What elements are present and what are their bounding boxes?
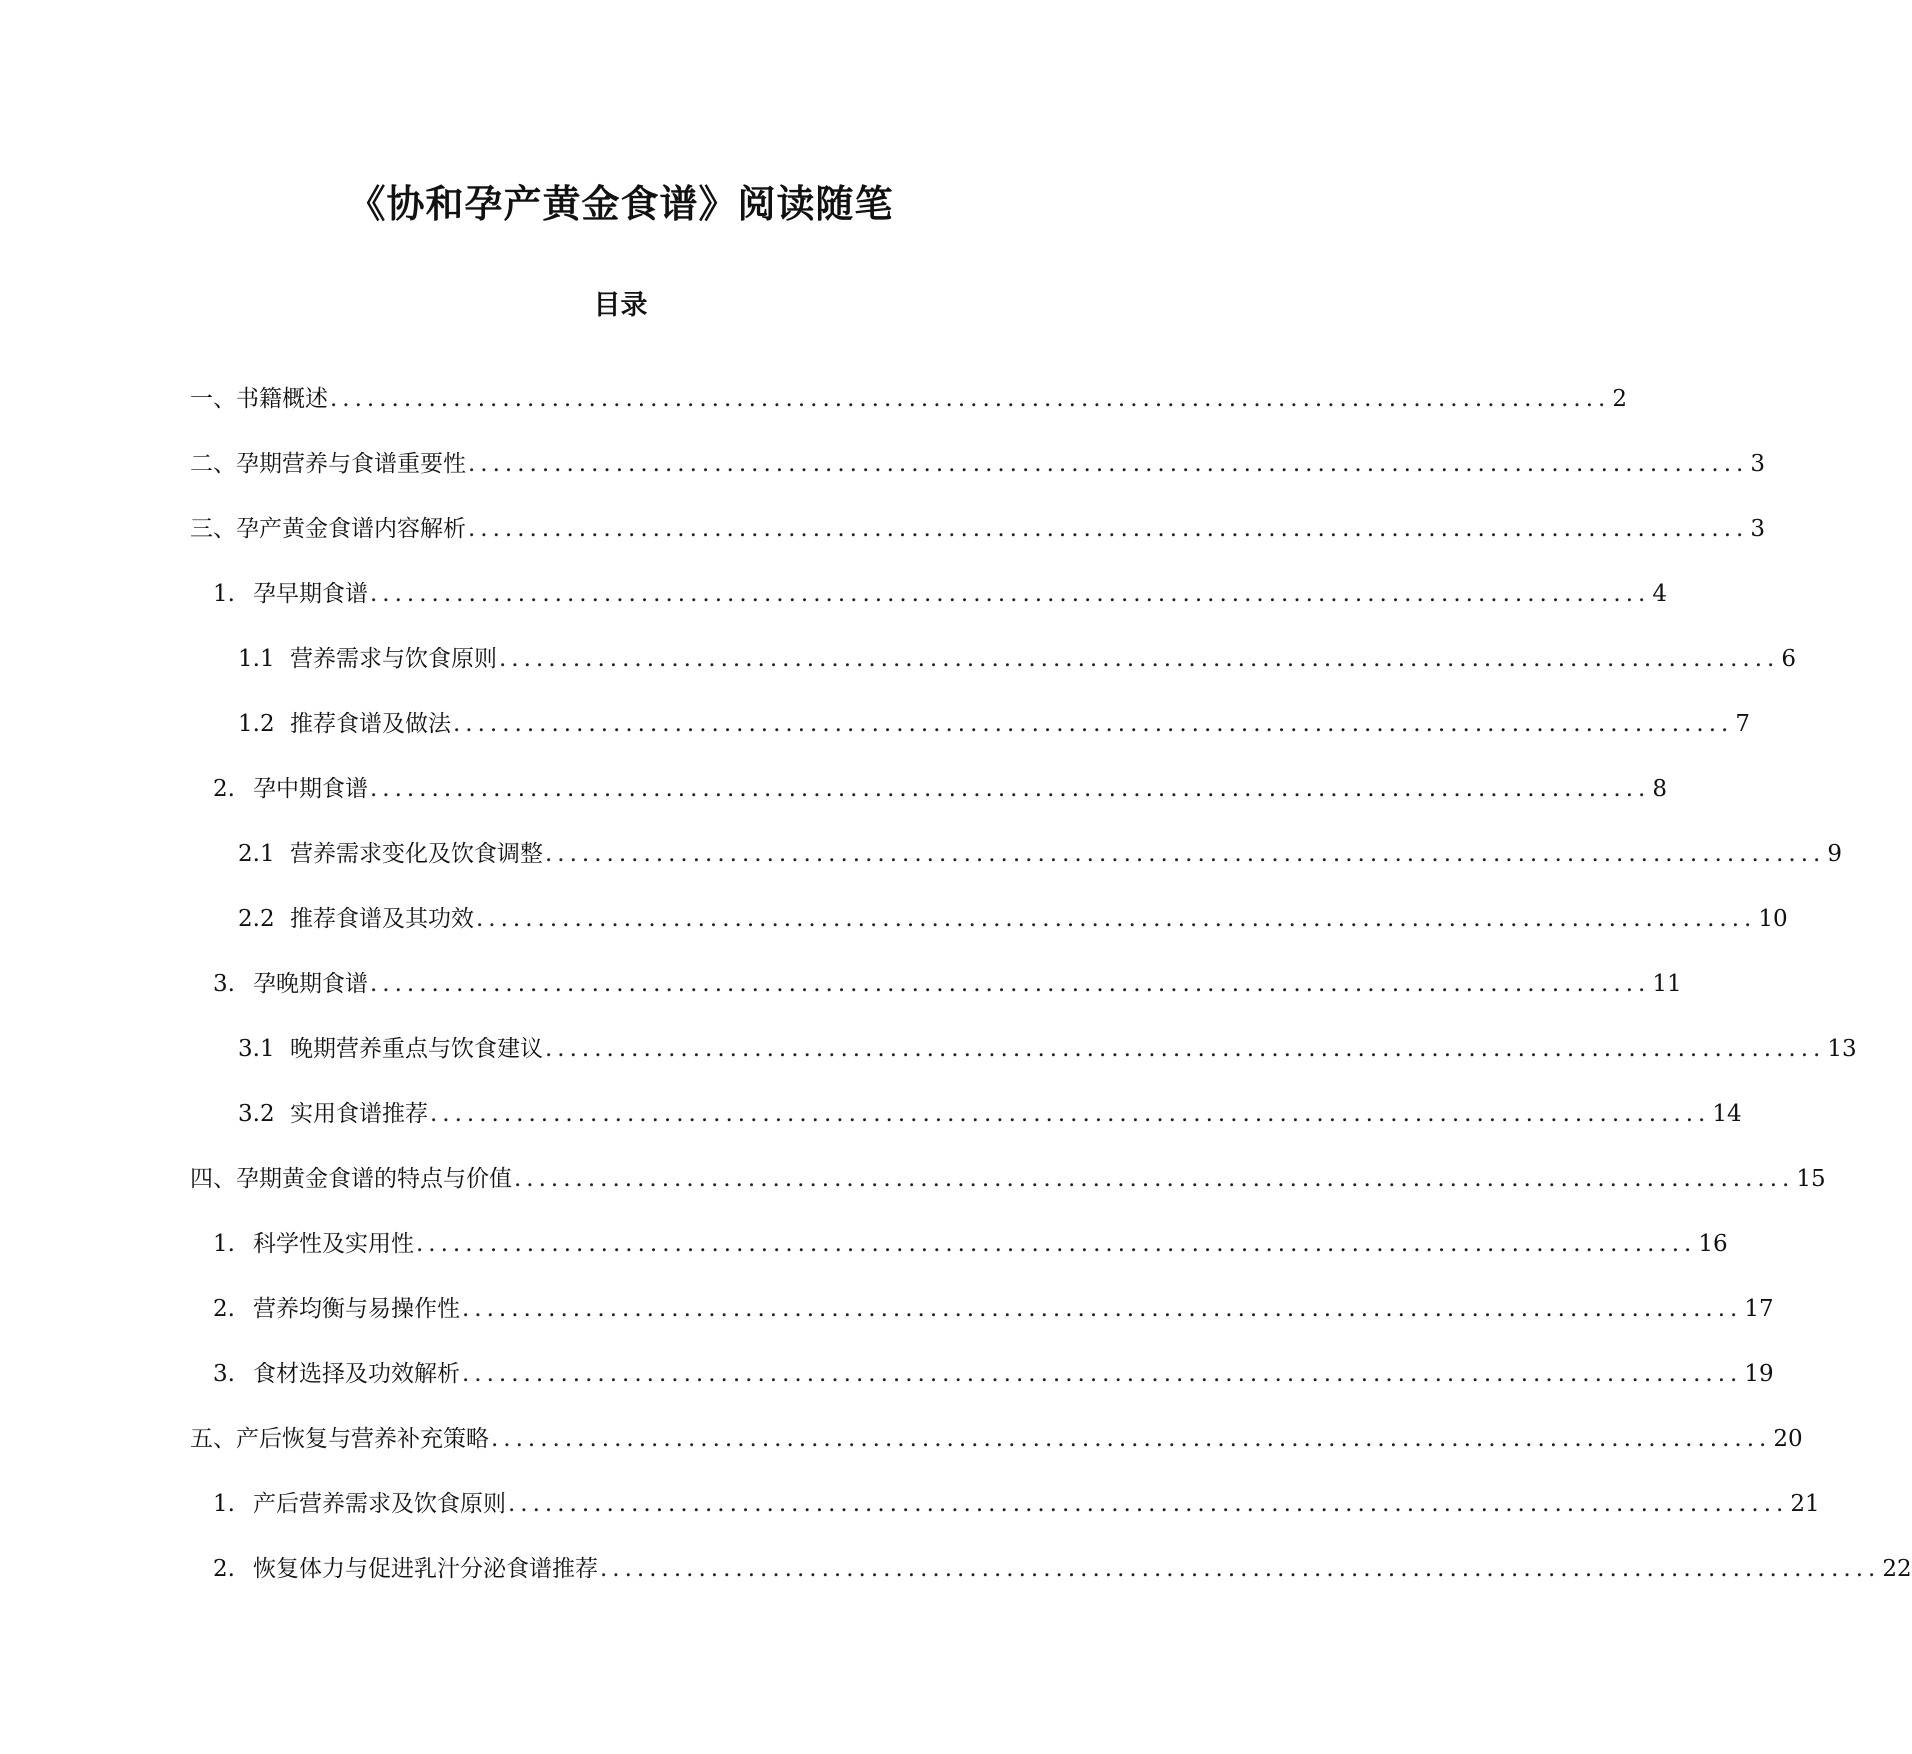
toc-entry-page-number: 14	[1712, 1101, 1742, 1127]
toc-dot-leader: ........................................................................................................	[462, 1361, 1743, 1387]
toc-entry-number: 2.	[213, 1556, 235, 1582]
toc-entry-number: 1.	[213, 581, 235, 607]
toc-entry-label: 营养需求与饮食原则	[290, 646, 497, 672]
document-title: 《协和孕产黄金食谱》阅读随笔	[347, 182, 894, 227]
toc-entry-label: 三、孕产黄金食谱内容解析	[190, 516, 466, 542]
toc-dot-leader: ........................................................................................................	[545, 841, 1826, 867]
toc-entry-label: 恢复体力与促进乳汁分泌食谱推荐	[253, 1556, 598, 1582]
toc-entry-label: 实用食谱推荐	[290, 1101, 428, 1127]
toc-entry-page-number: 13	[1827, 1036, 1857, 1062]
toc-dot-leader: ........................................................................................................	[468, 516, 1749, 542]
toc-entry[interactable]	[213, 575, 1667, 613]
toc-entry[interactable]	[213, 1290, 1774, 1328]
toc-entry-page-number: 4	[1652, 581, 1667, 607]
toc-entry-page-number: 22	[1882, 1556, 1912, 1582]
toc-entry-label: 推荐食谱及做法	[290, 711, 451, 737]
toc-heading: 目录	[593, 290, 648, 321]
toc-entry-page-number: 20	[1773, 1426, 1803, 1452]
toc-entry[interactable]	[190, 510, 1765, 548]
toc-entry-number: 1.	[213, 1491, 235, 1517]
toc-entry-page-number: 11	[1652, 971, 1682, 997]
toc-entry-label: 科学性及实用性	[253, 1231, 414, 1257]
toc-entry-label: 产后营养需求及饮食原则	[253, 1491, 506, 1517]
toc-entry[interactable]	[190, 1160, 1826, 1198]
toc-dot-leader: ........................................................................................................	[476, 906, 1757, 932]
toc-entry[interactable]	[213, 1485, 1820, 1523]
toc-dot-leader: ........................................................................................................	[499, 646, 1780, 672]
toc-entry-label: 孕早期食谱	[253, 581, 368, 607]
toc-entry-number: 2.	[213, 776, 235, 802]
toc-entry[interactable]	[238, 835, 1842, 873]
toc-entry-label: 营养均衡与易操作性	[253, 1296, 460, 1322]
toc-entry-page-number: 19	[1744, 1361, 1774, 1387]
toc-entry-number: 3.	[213, 971, 235, 997]
toc-dot-leader: ........................................................................................................	[416, 1231, 1697, 1257]
toc-entry-label: 推荐食谱及其功效	[290, 906, 474, 932]
toc-entry-page-number: 8	[1652, 776, 1667, 802]
toc-entry-label: 食材选择及功效解析	[253, 1361, 460, 1387]
toc-entry-number: 3.1	[238, 1036, 275, 1062]
toc-entry-page-number: 3	[1750, 451, 1765, 477]
toc-entry-number: 2.2	[238, 906, 275, 932]
toc-dot-leader: ........................................................................................................	[370, 776, 1651, 802]
toc-entry-label: 二、孕期营养与食谱重要性	[190, 451, 466, 477]
toc-entry-label: 晚期营养重点与饮食建议	[290, 1036, 543, 1062]
toc-entry[interactable]	[190, 1420, 1803, 1458]
toc-entry[interactable]	[213, 770, 1667, 808]
toc-entry[interactable]	[238, 900, 1788, 938]
toc-entry[interactable]	[238, 640, 1796, 678]
toc-dot-leader: ........................................................................................................	[508, 1491, 1789, 1517]
toc-entry-page-number: 6	[1781, 646, 1796, 672]
toc-entry[interactable]	[238, 1095, 1742, 1133]
toc-dot-leader: ........................................................................................................	[370, 971, 1651, 997]
toc-entry-page-number: 21	[1790, 1491, 1820, 1517]
toc-entry-page-number: 15	[1796, 1166, 1826, 1192]
toc-entry[interactable]	[213, 1355, 1774, 1393]
toc-dot-leader: ........................................................................................................	[462, 1296, 1743, 1322]
toc-entry-page-number: 2	[1612, 386, 1627, 412]
toc-entry-page-number: 7	[1735, 711, 1750, 737]
toc-dot-leader: ........................................................................................................	[330, 386, 1611, 412]
toc-dot-leader: ........................................................................................................	[491, 1426, 1772, 1452]
toc-entry[interactable]	[213, 1550, 1912, 1588]
toc-entry-number: 1.2	[238, 711, 275, 737]
toc-entry-number: 2.1	[238, 841, 275, 867]
toc-dot-leader: ........................................................................................................	[600, 1556, 1881, 1582]
toc-entry-page-number: 9	[1827, 841, 1842, 867]
toc-entry[interactable]	[213, 965, 1682, 1003]
toc-entry-label: 四、孕期黄金食谱的特点与价值	[190, 1166, 512, 1192]
toc-entry-label: 五、产后恢复与营养补充策略	[190, 1426, 489, 1452]
toc-entry[interactable]	[238, 1030, 1857, 1068]
toc-dot-leader: ........................................................................................................	[370, 581, 1651, 607]
toc-entry-page-number: 17	[1744, 1296, 1774, 1322]
toc-entry-number: 2.	[213, 1296, 235, 1322]
toc-entry-number: 3.	[213, 1361, 235, 1387]
toc-entry[interactable]	[238, 705, 1750, 743]
toc-entry-label: 孕晚期食谱	[253, 971, 368, 997]
toc-entry-label: 营养需求变化及饮食调整	[290, 841, 543, 867]
toc-entry-number: 3.2	[238, 1101, 275, 1127]
toc-dot-leader: ........................................................................................................	[468, 451, 1749, 477]
toc-entry-number: 1.	[213, 1231, 235, 1257]
toc-entry-label: 一、书籍概述	[190, 386, 328, 412]
toc-entry-label: 孕中期食谱	[253, 776, 368, 802]
toc-entry[interactable]	[213, 1225, 1728, 1263]
toc-dot-leader: ........................................................................................................	[430, 1101, 1711, 1127]
toc-entry-page-number: 3	[1750, 516, 1765, 542]
toc-entry-page-number: 16	[1698, 1231, 1728, 1257]
toc-entry[interactable]	[190, 380, 1627, 418]
toc-entry[interactable]	[190, 445, 1765, 483]
toc-dot-leader: ........................................................................................................	[545, 1036, 1826, 1062]
toc-entry-number: 1.1	[238, 646, 275, 672]
toc-dot-leader: ........................................................................................................	[453, 711, 1734, 737]
toc-dot-leader: ........................................................................................................	[514, 1166, 1795, 1192]
toc-entry-page-number: 10	[1758, 906, 1788, 932]
